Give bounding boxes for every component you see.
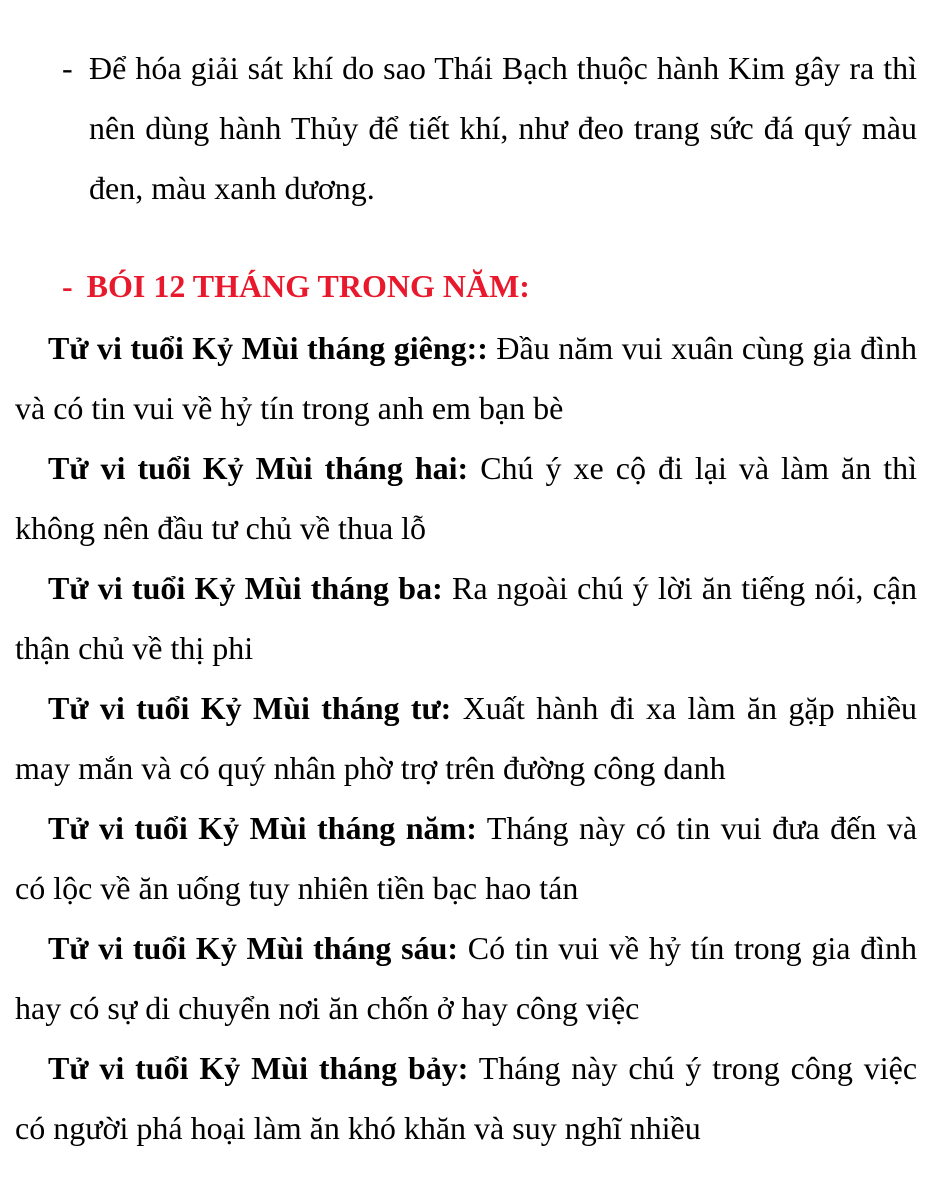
month-paragraph-4 — [15, 678, 917, 798]
month-text: Đầu năm vui xuân cùng gia đình và có tin vui về hỷ tín trong anh em bạn bè — [15, 330, 917, 426]
month-label: Tử vi tuổi Kỷ Mùi tháng bảy: — [48, 1050, 469, 1086]
month-paragraph-3 — [15, 558, 917, 678]
month-list — [15, 318, 917, 1158]
month-label: Tử vi tuổi Kỷ Mùi tháng giêng:: — [48, 330, 488, 366]
month-paragraph-6 — [15, 918, 917, 1038]
bullet-paragraph — [62, 38, 917, 218]
month-label: Tử vi tuổi Kỷ Mùi tháng tư: — [48, 690, 452, 726]
month-label: Tử vi tuổi Kỷ Mùi tháng sáu: — [48, 930, 459, 966]
bullet-dash: - — [62, 50, 73, 86]
month-paragraph-5 — [15, 798, 917, 918]
section-title: BÓI 12 THÁNG TRONG NĂM: — [86, 268, 530, 304]
month-text: Xuất hành đi xa làm ăn gặp nhiều may mắn và có quý nhân phờ trợ trên đường công danh — [15, 690, 918, 786]
month-label: Tử vi tuổi Kỷ Mùi tháng hai: — [48, 450, 469, 486]
month-text: Tháng này có tin vui đưa đến và có lộc về ăn uống tuy nhiên tiền bạc hao tán — [15, 810, 918, 906]
month-paragraph-7 — [15, 1038, 917, 1158]
month-text: Chú ý xe cộ đi lại và làm ăn thì không nên đầu tư chủ về thua lỗ — [15, 450, 918, 546]
section-heading — [62, 258, 917, 314]
month-text: Tháng này chú ý trong công việc có người phá hoại làm ăn khó khăn và suy nghĩ nhiều — [15, 1050, 918, 1146]
section-dash: - — [62, 268, 73, 304]
month-text: Ra ngoài chú ý lời ăn tiếng nói, cận thận chủ về thị phi — [15, 570, 918, 666]
bullet-text: Để hóa giải sát khí do sao Thái Bạch thuộc hành Kim gây ra thì nên dùng hành Thủy để tiết khí, như đeo trang sức đá quý màu đen, màu xanh dương. — [89, 50, 917, 206]
month-label: Tử vi tuổi Kỷ Mùi tháng năm: — [48, 810, 477, 846]
month-label: Tử vi tuổi Kỷ Mùi tháng ba: — [48, 570, 443, 606]
month-paragraph-2 — [15, 438, 917, 558]
month-paragraph-1 — [15, 318, 917, 438]
month-text: Có tin vui về hỷ tín trong gia đình hay có sự di chuyển nơi ăn chốn ở hay công việc — [15, 930, 918, 1026]
